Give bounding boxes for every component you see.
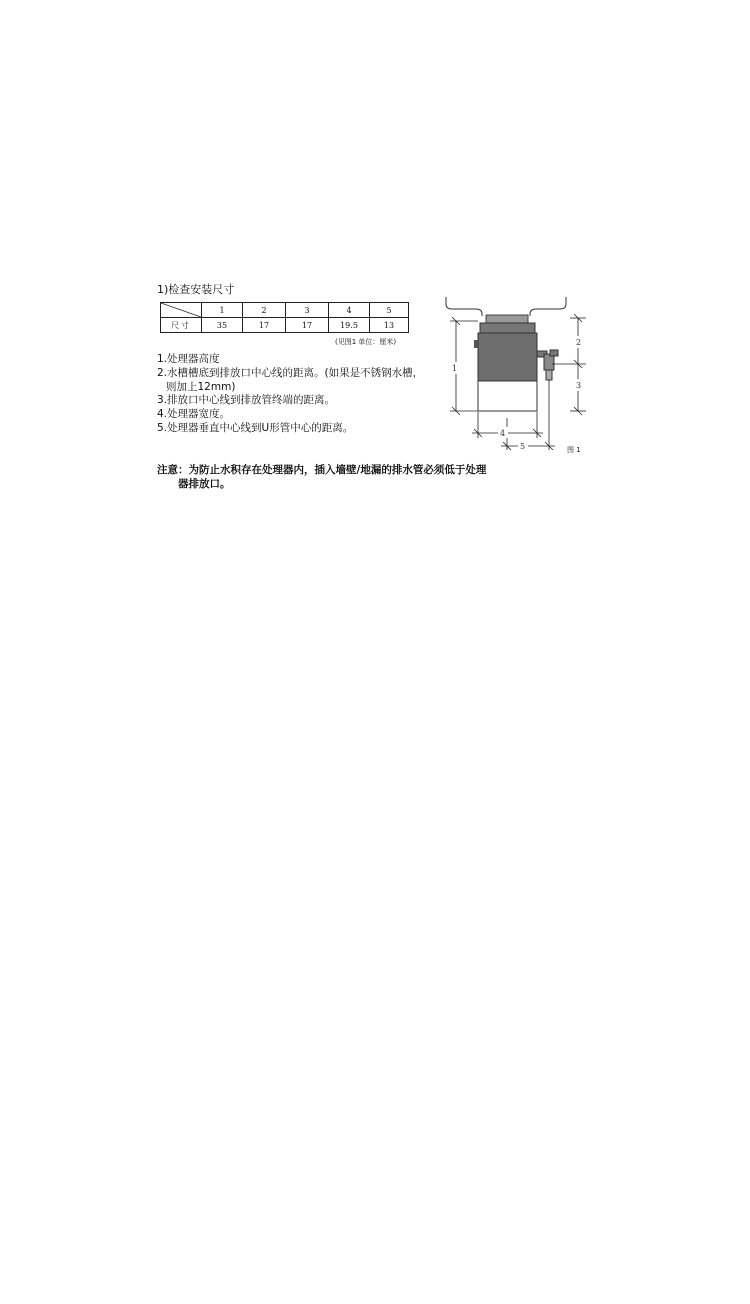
table-cell: 17	[286, 318, 329, 333]
table-header-cell: 4	[329, 303, 370, 318]
table-cell: 19.5	[329, 318, 370, 333]
table-header-cell: 1	[202, 303, 243, 318]
list-item: 2.水槽槽底到排放口中心线的距离。(如果是不锈钢水槽，	[157, 366, 424, 379]
table-header-row	[161, 303, 409, 318]
dimension-label: 3	[576, 381, 582, 390]
item-list	[157, 353, 423, 436]
disposer-dimension-diagram	[440, 288, 590, 460]
dimension-label: 1	[452, 364, 458, 373]
table-header-cell: 2	[243, 303, 286, 318]
list-item: 5.处理器垂直中心线到U形管中心的距离。	[157, 421, 354, 434]
table-row	[161, 318, 409, 333]
warning-note	[157, 463, 486, 491]
table-header-cell: 5	[370, 303, 409, 318]
list-item: 1.处理器高度	[157, 353, 220, 365]
list-item: 4.处理器宽度。	[157, 408, 231, 421]
diagonal-line	[161, 303, 201, 317]
table-row-label: 尺寸	[161, 318, 202, 333]
list-item: 则加上12mm)	[166, 380, 236, 393]
table-cell: 17	[243, 318, 286, 333]
table-cell: 35	[202, 318, 243, 333]
dimensions-table	[160, 302, 409, 333]
section-title: 1)检查安装尺寸	[157, 283, 235, 296]
dimension-label: 5	[520, 442, 526, 451]
table-corner-cell	[161, 303, 202, 318]
table-header-cell: 3	[286, 303, 329, 318]
table-note: (见图1 单位：厘米)	[335, 338, 397, 346]
sink-outline	[446, 297, 566, 316]
disposer-unit	[474, 315, 558, 411]
warning-line: 器排放口。	[178, 478, 231, 490]
dimension-label: 2	[576, 338, 582, 347]
dimension-label: 4	[500, 429, 506, 438]
list-item: 3.排放口中心线到排放管终端的距离。	[157, 394, 336, 407]
table-cell: 13	[370, 318, 409, 333]
warning-line: 注意：为防止水积存在处理器内，插入墙壁/地漏的排水管必须低于处理	[157, 464, 487, 476]
figure-caption: 图 1	[567, 446, 581, 454]
